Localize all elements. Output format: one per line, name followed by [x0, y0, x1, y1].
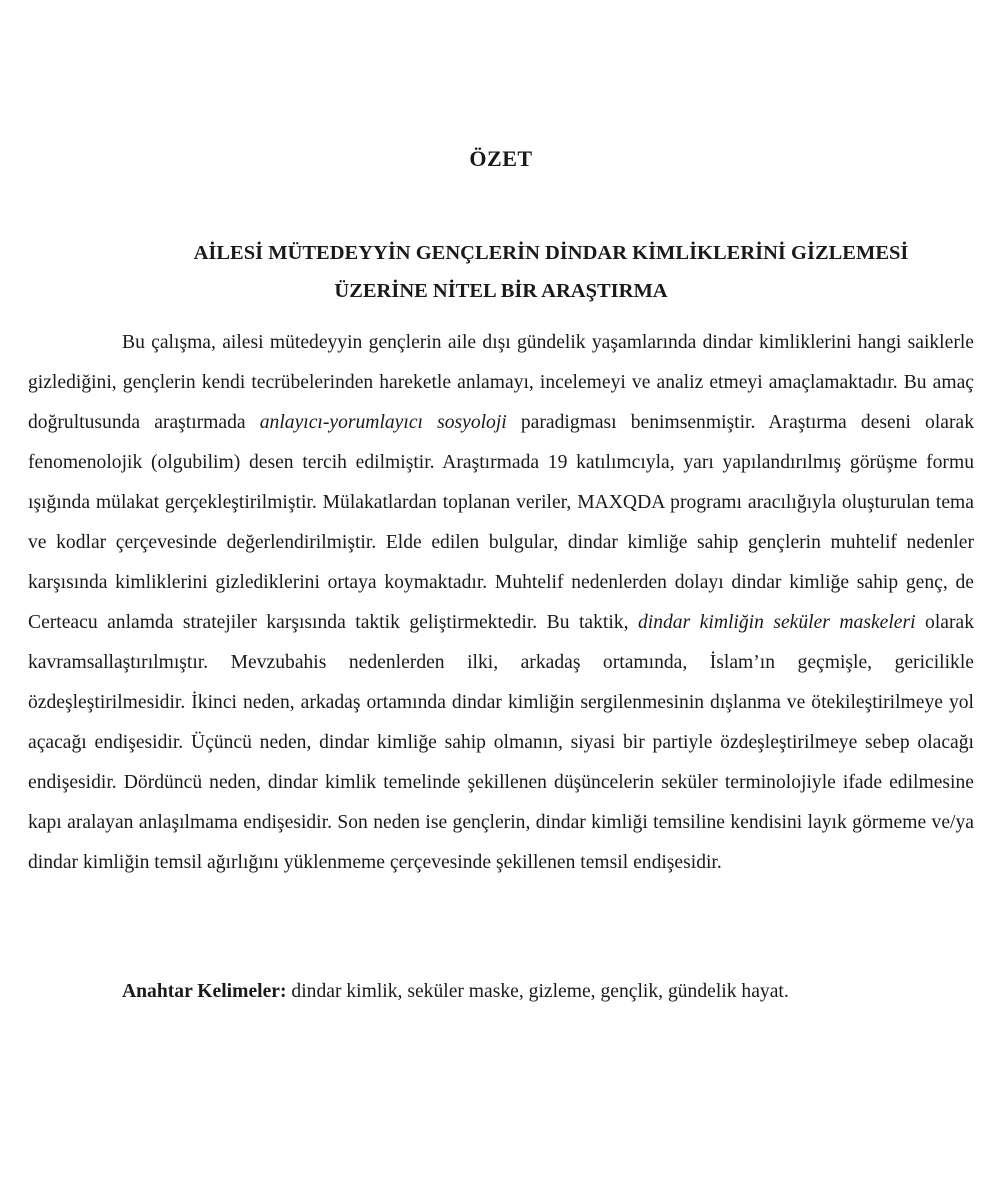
abstract-paragraph: [28, 323, 974, 883]
keywords-label: Anahtar Kelimeler:: [122, 981, 287, 1002]
abstract-text-part-2: paradigması benimsenmiştir. Araştırma deseni olarak fenomenolojik (olgubilim) desen tercih edilmiştir. Araştırmada 19 katılımcıyla, yarı yapılandırılmış görüşme formu ışığında mülakat gerçekleştirilmiştir. Mülakatlardan toplanan veriler, MAXQDA programı aracılığıyla oluşturulan tema ve kodlar çerçevesinde değerlendirilmiştir. Elde edilen bulgular, dindar kimliğe sahip gençlerin muhtelif nedenler karşısında kimliklerini gizlediklerini ortaya koymaktadır. Muhtelif nedenlerden dolayı dindar kimliğe sahip genç, de Certeacu anlamda stratejiler karşısında taktik geliştirmektedir. Bu taktik,: [28, 412, 974, 633]
abstract-text-part-1: Bu çalışma, ailesi mütedeyyin gençlerin aile dışı gündelik yaşamlarında dindar kimliklerini hangi saiklerle gizlediğini, gençlerin kendi tecrübelerinden hareketle anlamayı, incelemeyi ve analiz etmeyi amaçlamaktadır. Bu amaç doğrultusunda araştırmada: [28, 332, 974, 433]
keywords-values: dindar kimlik, seküler maske, gizleme, gençlik, gündelik hayat.: [286, 981, 789, 1002]
abstract-italic-term-1: anlayıcı-yorumlayıcı sosyoloji: [259, 412, 507, 433]
abstract-body: [28, 323, 974, 883]
thesis-title: [28, 234, 974, 310]
keywords-line: [122, 972, 974, 1012]
abstract-italic-term-2: dindar kimliğin seküler maskeleri: [637, 612, 916, 633]
title-line-2: ÜZERİNE NİTEL BİR ARAŞTIRMA: [334, 280, 668, 302]
document-page: [28, 0, 974, 1200]
abstract-text-part-3: olarak kavramsallaştırılmıştır. Mevzubahis nedenlerden ilki, arkadaş ortamında, İslam’ın geçmişle, gericilikle özdeşleştirilmesidir. İkinci neden, arkadaş ortamında dindar kimliğin sergilenmesinin dışlanma ve ötekileştirilmeye yol açacağı endişesidir. Üçüncü neden, dindar kimliğe sahip olmanın, siyasi bir partiyle özdeşleştirilmeye sebep olacağı endişesidir. Dördüncü neden, dindar kimlik temelinde şekillenen düşüncelerin seküler terminolojiyle ifade edilmesine kapı aralayan anlaşılmama endişesidir. Son neden ise gençlerin, dindar kimliği temsiline kendisini layık görmeme ve/ya dindar kimliğin temsil ağırlığını yüklenmeme çerçevesinde şekillenen temsil endişesidir.: [28, 612, 974, 873]
abstract-heading: ÖZET: [469, 146, 533, 171]
title-line-1: AİLESİ MÜTEDEYYİN GENÇLERİN DİNDAR KİMLİKLERİNİ GİZLEMESİ: [193, 242, 909, 264]
